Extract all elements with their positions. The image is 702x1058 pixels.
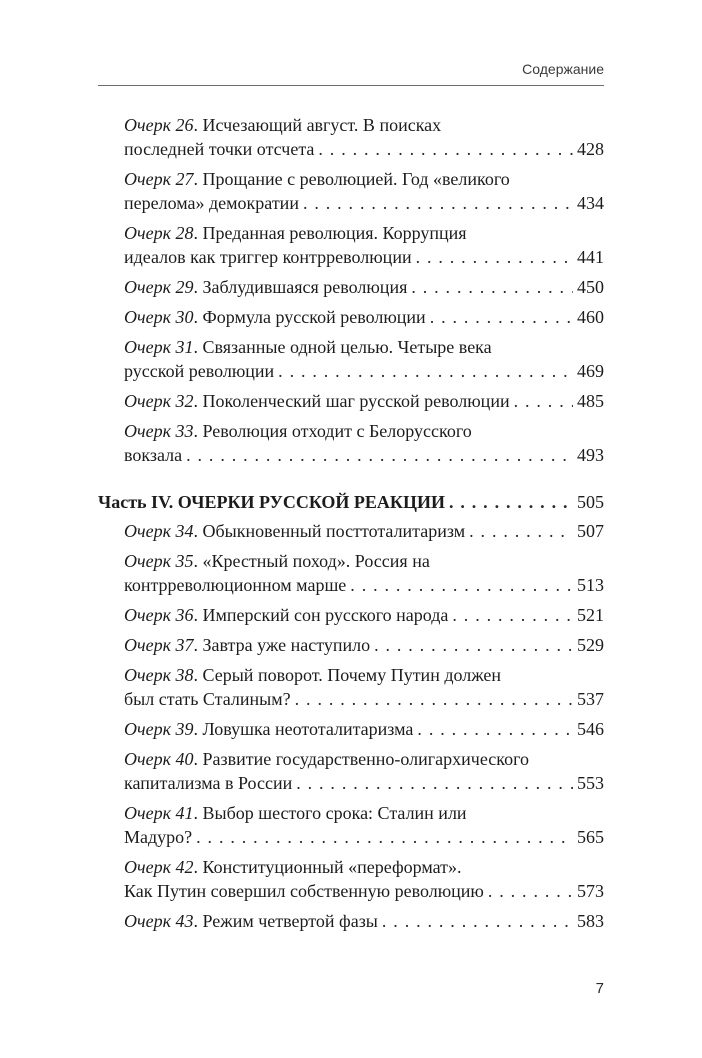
label-separator: . [193,277,203,297]
label-separator: . [193,223,203,243]
entry-title-end [124,573,346,597]
entry-title-end [124,389,510,413]
running-head: Содержание [522,61,604,77]
label-separator: . [193,391,203,411]
entry-title-line-1 [124,855,604,879]
toc-entry[interactable] [98,389,604,413]
entry-title-text: идеалов как триггер контрреволюции [124,247,412,267]
label-separator: . [193,911,203,931]
entry-page-number: 513 [577,575,604,595]
leader-dots [417,717,573,741]
leader-dots [411,275,573,299]
entry-title-text: Имперский сон русского народа [202,605,449,625]
label-separator: . [193,551,203,571]
entry-page-number: 441 [577,247,604,267]
label-separator: . [193,421,203,441]
entry-label: Очерк 40 [124,749,194,769]
entry-label: Очерк 39 [124,719,194,739]
entry-title-end [124,305,426,329]
label-separator: . [193,169,203,189]
label-separator: . [193,521,203,541]
entry-title-text: перелома» демократии [124,193,299,213]
entry-page-number: 460 [577,307,604,327]
entry-title-end [124,245,412,269]
leader-dots [430,305,573,329]
entries-after-part [98,519,604,933]
toc-entry[interactable] [98,747,604,795]
leader-dots [318,137,573,161]
leader-dots [186,443,573,467]
part-title: Часть IV. ОЧЕРКИ РУССКОЙ РЕАКЦИИ [98,492,445,512]
entry-label: Очерк 33 [124,421,194,441]
entry-title-end [124,137,314,161]
entry-label: Очерк 41 [124,803,194,823]
entry-title-line-2 [124,443,604,467]
entry-page-number: 493 [577,445,604,465]
header-rule [98,85,604,86]
entry-page-number: 529 [577,635,604,655]
entry-title-line-2 [124,137,604,161]
label-separator: . [193,749,203,769]
entry-title-line-1 [124,549,604,573]
entry-title-line-2 [124,305,604,329]
leader-dots [488,879,573,903]
entry-title-text: капитализма в России [124,773,293,793]
toc-entry[interactable] [98,113,604,161]
toc-entry[interactable] [98,549,604,597]
toc-entry[interactable] [98,519,604,543]
entry-title-text: Обыкновенный посттоталитаризм [202,521,466,541]
entry-title-text: Ловушка неототалитаризма [202,719,414,739]
leader-dots [296,771,573,795]
entry-title-text: Преданная революция. Коррупция [202,223,467,243]
entry-title-end [124,275,407,299]
entry-page-number: 450 [577,277,604,297]
leader-dots [469,519,573,543]
entry-title-text: Формула русской революции [202,307,426,327]
entry-title-text: Прощание с революцией. Год «великого [202,169,510,189]
entry-title-line-2 [124,825,604,849]
entry-title-text: Режим четвертой фазы [202,911,378,931]
entry-label: Очерк 36 [124,605,194,625]
label-separator: . [193,635,203,655]
entry-title-text: Развитие государственно-олигархического [202,749,530,769]
entry-label: Очерк 31 [124,337,194,357]
entry-title-line-2 [124,633,604,657]
entry-page-number: 553 [577,773,604,793]
entry-title-line-1 [124,747,604,771]
entry-title-text: Мадуро? [124,827,193,847]
entry-page-number: 469 [577,361,604,381]
entry-title-end [124,191,299,215]
toc-entry[interactable] [98,855,604,903]
leader-dots [449,490,573,514]
entry-title-line-1 [124,801,604,825]
leader-dots [295,687,573,711]
entry-title-text: Конституционный «переформат». [202,857,462,877]
entry-title-end [124,519,465,543]
part-page-number: 505 [577,492,604,512]
toc-entry[interactable] [98,335,604,383]
entry-title-text: контрреволюционном марше [124,575,347,595]
entry-title-text: Серый поворот. Почему Путин должен [202,665,502,685]
toc-entry[interactable] [98,305,604,329]
entry-title-line-2 [124,687,604,711]
entry-title-end [124,909,378,933]
entry-label: Очерк 42 [124,857,194,877]
entry-title-line-2 [124,909,604,933]
entries-before-part [98,113,604,467]
entry-label: Очерк 30 [124,307,194,327]
entry-title-end [124,771,292,795]
entry-title-text: Как Путин совершил собственную революцию [124,881,484,901]
toc-entry[interactable] [98,717,604,741]
entry-title-line-2 [124,603,604,627]
entry-title-line-1 [124,221,604,245]
entry-page-number: 507 [577,521,604,541]
label-separator: . [193,857,203,877]
entry-title-end [124,443,182,467]
entry-title-text: Революция отходит с Белорусского [202,421,472,441]
label-separator: . [193,605,203,625]
label-separator: . [193,665,203,685]
entry-label: Очерк 38 [124,665,194,685]
entry-title-end [124,717,413,741]
toc-entry[interactable] [98,167,604,215]
entry-title-end [124,879,484,903]
label-separator: . [193,719,203,739]
toc-entry[interactable] [98,801,604,849]
entry-label: Очерк 37 [124,635,194,655]
entry-page-number: 537 [577,689,604,709]
label-separator: . [193,803,203,823]
entry-title-text: вокзала [124,445,183,465]
entry-title-end [124,825,192,849]
entry-title-end [124,603,448,627]
entry-label: Очерк 29 [124,277,194,297]
leader-dots [416,245,573,269]
entry-title-text: Поколенческий шаг русской революции [202,391,510,411]
entry-title-line-2 [124,519,604,543]
entry-title-line-2 [124,359,604,383]
entry-page-number: 428 [577,139,604,159]
entry-label: Очерк 28 [124,223,194,243]
entry-title-line-2 [124,389,604,413]
part-heading[interactable] [98,490,604,514]
entry-title-text: был стать Сталиным? [124,689,291,709]
entry-label: Очерк 27 [124,169,194,189]
entry-title-end [124,687,291,711]
toc-entry[interactable] [98,221,604,269]
entry-title-line-2 [124,573,604,597]
entry-title-line-2 [124,717,604,741]
entry-page-number: 521 [577,605,604,625]
entry-title-end [124,633,370,657]
leader-dots [196,825,573,849]
leader-dots [303,191,573,215]
entry-title-text: последней точки отсчета [124,139,315,159]
entry-title-line-1 [124,167,604,191]
entry-title-line-2 [124,879,604,903]
entry-title-text: Заблудившаяся революция [202,277,408,297]
entry-page-number: 573 [577,881,604,901]
entry-label: Очерк 35 [124,551,194,571]
entry-title-line-1 [124,419,604,443]
label-separator: . [193,115,203,135]
leader-dots [278,359,573,383]
toc-entry[interactable] [98,603,604,627]
entry-page-number: 565 [577,827,604,847]
entry-title-line-1 [124,663,604,687]
entry-label: Очерк 32 [124,391,194,411]
entry-label: Очерк 34 [124,521,194,541]
entry-page-number: 434 [577,193,604,213]
entry-title-text: Связанные одной целью. Четыре века [202,337,492,357]
entry-page-number: 546 [577,719,604,739]
toc-entry[interactable] [98,663,604,711]
entry-title-line-1 [124,113,604,137]
entry-title-text: Завтра уже наступило [202,635,371,655]
leader-dots [350,573,573,597]
toc-entry[interactable] [98,633,604,657]
entry-page-number: 583 [577,911,604,931]
entry-page-number: 485 [577,391,604,411]
entry-title-line-2 [124,275,604,299]
entry-title-line-2 [124,245,604,269]
entry-title-line-2 [124,771,604,795]
toc-entry[interactable] [98,909,604,933]
entry-label: Очерк 26 [124,115,194,135]
toc-entry[interactable] [98,275,604,299]
label-separator: . [193,337,203,357]
entry-title-text: Исчезающий август. В поисках [202,115,442,135]
table-of-contents [98,113,604,939]
leader-dots [382,909,573,933]
entry-title-line-1 [124,335,604,359]
toc-entry[interactable] [98,419,604,467]
entry-title-text: русской революции [124,361,275,381]
leader-dots [374,633,573,657]
entry-title-text: Выбор шестого срока: Сталин или [202,803,467,823]
page-number: 7 [595,980,604,997]
leader-dots [452,603,573,627]
entry-title-end [124,359,274,383]
entry-title-line-2 [124,191,604,215]
leader-dots [514,389,573,413]
entry-label: Очерк 43 [124,911,194,931]
label-separator: . [193,307,203,327]
entry-title-text: «Крестный поход». Россия на [202,551,430,571]
